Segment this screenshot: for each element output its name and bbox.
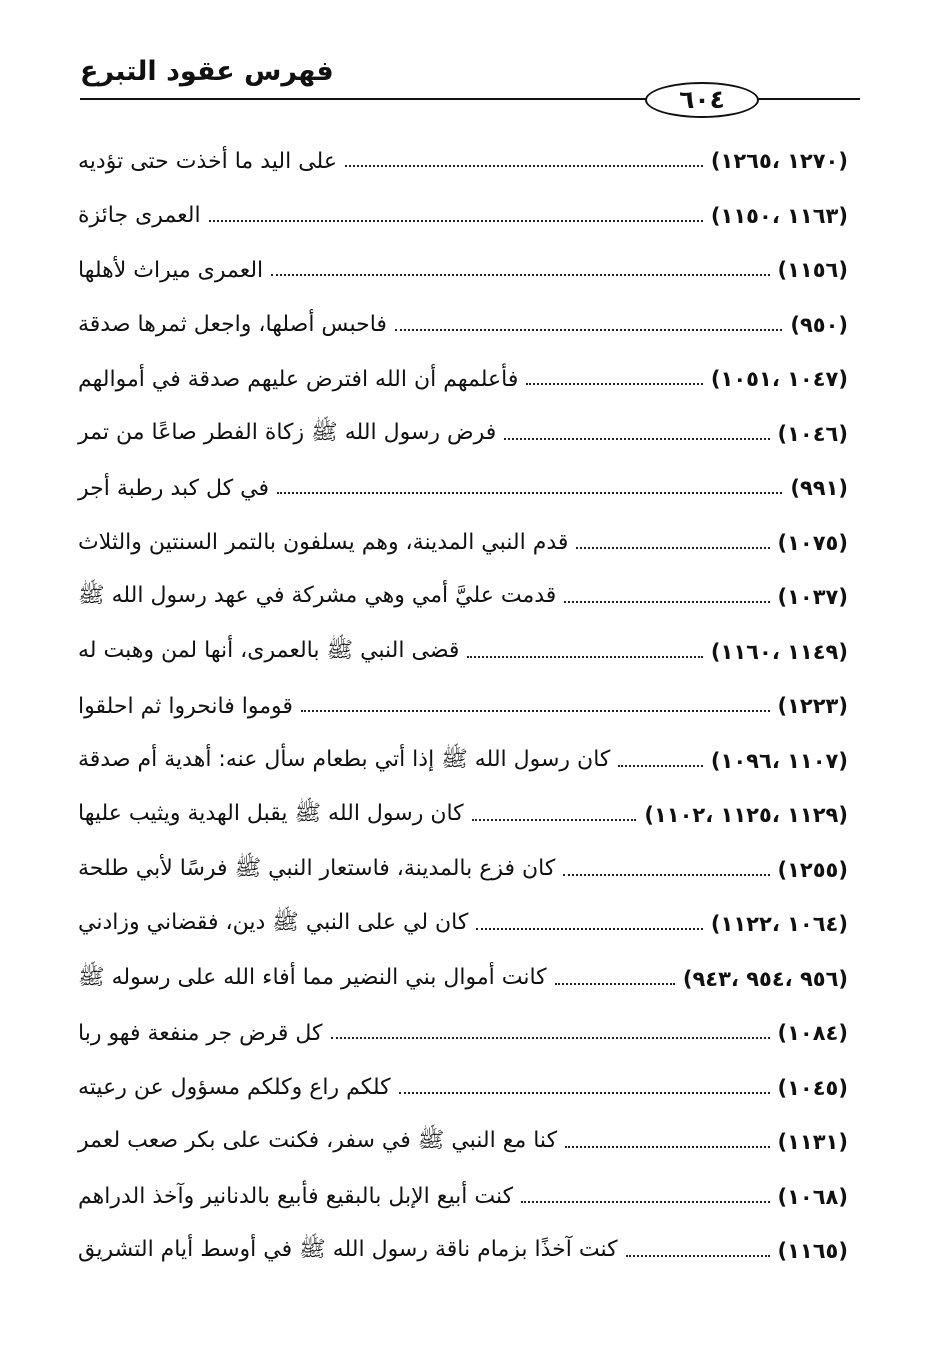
dot-leader (395, 329, 782, 331)
entry-page-refs: (١٢٧٠ ،١٢٦٥) (710, 149, 848, 174)
entry-text: فاحبس أصلها، واجعل ثمرها صدقة (78, 312, 387, 338)
dot-leader (301, 710, 770, 712)
entry-page-refs: (١١٦٣ ،١١٥٠) (710, 203, 848, 228)
entry-page-refs: (١١٥٦) (777, 258, 848, 283)
entry-page-refs: (١٢٢٣) (777, 694, 848, 719)
entry-page-refs: (١٢٥٥) (777, 857, 848, 882)
index-entry (78, 407, 848, 462)
dot-leader (521, 1201, 769, 1203)
entry-text: على اليد ما أخذت حتى تؤديه (78, 148, 337, 174)
entry-text: كان رسول الله ﷺ إذا أتي بطعام سأل عنه: أهدية أم صدقة (78, 746, 611, 772)
index-entry (78, 1224, 848, 1279)
index-entry (78, 352, 848, 407)
entry-text: كان رسول الله ﷺ يقبل الهدية ويثيب عليها (78, 801, 464, 827)
entry-text: كان فزع بالمدينة، فاستعار النبي ﷺ فرسًا لأبي طلحة (78, 855, 556, 881)
index-entry (78, 298, 848, 353)
index-entry (78, 1170, 848, 1225)
dot-leader (526, 383, 703, 385)
index-entry (78, 897, 848, 952)
entry-text: قوموا فانحروا ثم احلقوا (78, 693, 293, 719)
dot-leader (345, 165, 703, 167)
index-entry (78, 1115, 848, 1170)
dot-leader (331, 1037, 770, 1039)
entry-page-refs: (١١٠٧ ،١٠٩٦) (710, 748, 848, 773)
dot-leader (576, 547, 769, 549)
dot-leader (504, 438, 769, 440)
entry-page-refs: (١٠٨٤) (777, 1021, 848, 1046)
index-entry (78, 1006, 848, 1061)
entry-page-refs: (١٠٤٦) (777, 421, 848, 446)
dot-leader (476, 928, 703, 930)
dot-leader (271, 274, 769, 276)
page-header (40, 48, 860, 118)
entry-text: فرض رسول الله ﷺ زكاة الفطر صاعًا من تمر (78, 419, 497, 445)
entry-text: كل قرض جر منفعة فهو ربا (78, 1020, 323, 1046)
entry-page-refs: (١٠٤٥) (777, 1075, 848, 1100)
index-entry (78, 625, 848, 680)
index-entry (78, 570, 848, 625)
entry-page-refs: (١٠٣٧) (777, 585, 848, 610)
index-entry (78, 134, 848, 189)
entry-page-refs: (١٠٤٧ ،١٠٥١) (710, 367, 848, 392)
entry-text: كلكم راع وكلكم مسؤول عن رعيته (78, 1075, 391, 1101)
index-entry (78, 788, 848, 843)
entry-page-refs: (٩٥٠) (790, 312, 848, 337)
dot-leader (467, 656, 702, 658)
dot-leader (564, 601, 769, 603)
index-entry (78, 734, 848, 789)
entry-page-refs: (١١٣١) (777, 1130, 848, 1155)
index-entry (78, 843, 848, 898)
entry-page-refs: (١١٦٥) (777, 1239, 848, 1264)
page-number: ٦٠٤ (645, 82, 759, 118)
entry-page-refs: (١١٢٩ ،١١٢٥ ،١١٠٢) (644, 803, 848, 828)
index-entry (78, 461, 848, 516)
entry-text: كنت أبيع الإبل بالبقيع فأبيع بالدنانير وآخذ الدراهم (78, 1184, 514, 1210)
index-entry (78, 243, 848, 298)
entry-page-refs: (١٠٦٤ ،١١٢٢) (710, 912, 848, 937)
index-entry (78, 516, 848, 571)
dot-leader (472, 819, 637, 821)
entry-text: كان لي على النبي ﷺ دين، فقضاني وزادني (78, 910, 469, 936)
book-title: فهرس عقود التبرع (80, 56, 334, 87)
entry-text: في كل كبد رطبة أجر (78, 475, 270, 501)
entry-text: قدم النبي المدينة، وهم يسلفون بالتمر السنتين والثلاث (78, 530, 569, 556)
dot-leader (565, 1146, 769, 1148)
dot-leader (626, 1255, 770, 1257)
index-entry (78, 1061, 848, 1116)
dot-leader (555, 983, 675, 985)
index-entry (78, 679, 848, 734)
entry-text: كنا مع النبي ﷺ في سفر، فكنت على بكر صعب لعمر (78, 1128, 558, 1154)
entry-page-refs: (١٠٧٥) (777, 530, 848, 555)
entry-page-refs: (٩٥٦ ،٩٥٤ ،٩٤٣) (682, 966, 848, 991)
index-entry (78, 189, 848, 244)
dot-leader (563, 874, 769, 876)
dot-leader (209, 220, 703, 222)
entry-text: قضى النبي ﷺ بالعمرى، أنها لمن وهبت له (78, 637, 460, 663)
dot-leader (277, 492, 782, 494)
index-entries (78, 134, 848, 1279)
entry-text: العمرى جائزة (78, 203, 201, 229)
dot-leader (399, 1092, 770, 1094)
dot-leader (618, 765, 703, 767)
entry-text: كنت آخذًا بزمام ناقة رسول الله ﷺ في أوسط أيام التشريق (78, 1237, 618, 1263)
entry-text: العمرى ميراث لأهلها (78, 257, 264, 283)
entry-page-refs: (١٠٦٨) (777, 1184, 848, 1209)
entry-text: كانت أموال بني النضير مما أفاء الله على رسوله ﷺ (78, 964, 547, 990)
entry-text: فأعلمهم أن الله افترض عليهم صدقة في أموالهم (78, 366, 519, 392)
entry-page-refs: (١١٤٩ ،١١٦٠) (710, 639, 848, 664)
index-entry (78, 952, 848, 1007)
entry-text: قدمت عليَّ أمي وهي مشركة في عهد رسول الله ﷺ (78, 583, 557, 609)
entry-page-refs: (٩٩١) (790, 476, 848, 501)
